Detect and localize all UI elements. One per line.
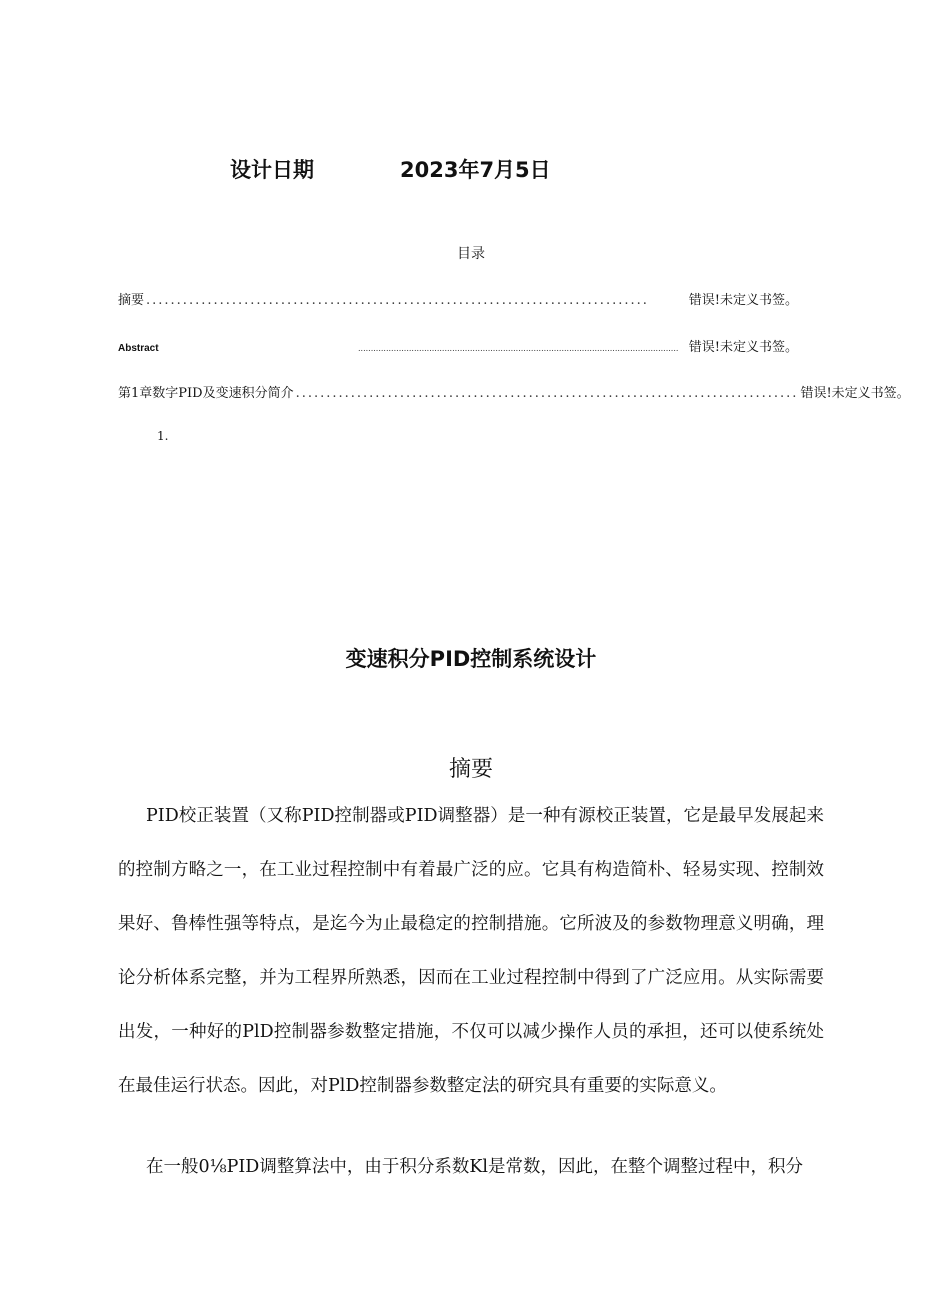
toc-entry-label: 第1章数字PID及变速积分简介 xyxy=(118,386,294,401)
abstract-paragraph: PID校正装置（又称PID控制器或PID调整器）是一种有源校正装置，它是最早发展起来的控制方略之一，在工业过程控制中有着最广泛的应。它具有构造简朴、轻易实现、控制效果好、鲁棒性强等特点，是迄今为止最稳定的控制措施。它所波及的参数物理意义明确，理论分析体系完整，并为工程界所熟悉，因而在工业过程控制中得到了广泛应用。从实际需要出发，一种好的PlD控制器参数整定措施，不仅可以减少操作人员的承担，还可以使系统处在最佳运行状态。因此，对PlD控制器参数整定法的研究具有重要的实际意义。 xyxy=(118,806,824,1096)
toc-entry-chapter-1[interactable] xyxy=(118,382,910,402)
toc-title: 目录 xyxy=(457,246,485,262)
toc-entry-page-ref: 错误!未定义书签。 xyxy=(688,340,798,355)
abstract-heading: 摘要 xyxy=(448,757,493,782)
abstract-paragraph: 在一般0⅛PID调整算法中，由于积分系数Kl是常数，因此，在整个调整过程中，积分 xyxy=(146,1157,803,1177)
toc-leader-dots: .................................................................................. xyxy=(295,386,799,401)
toc-trailing-number: 1. xyxy=(157,429,169,443)
toc-leader-dots: .............................................................................................................................. xyxy=(358,344,679,353)
document-title: 变速积分PID控制系统设计 xyxy=(345,647,597,671)
toc-entry-label: 摘要 xyxy=(118,293,145,308)
design-date-label: 设计日期 xyxy=(230,158,314,182)
toc-entry-label: Abstract xyxy=(118,343,159,354)
toc-entry-abstract-en[interactable] xyxy=(118,336,798,356)
toc-entry-abstract-cn[interactable] xyxy=(118,289,798,309)
toc-entry-page-ref: 错误!未定义书签。 xyxy=(800,386,910,401)
toc-leader-dots: .................................................................................. xyxy=(146,293,649,308)
design-date-value: 2023年7月5日 xyxy=(400,158,551,182)
design-date-line xyxy=(230,154,551,184)
toc-entry-page-ref: 错误!未定义书签。 xyxy=(688,293,798,308)
